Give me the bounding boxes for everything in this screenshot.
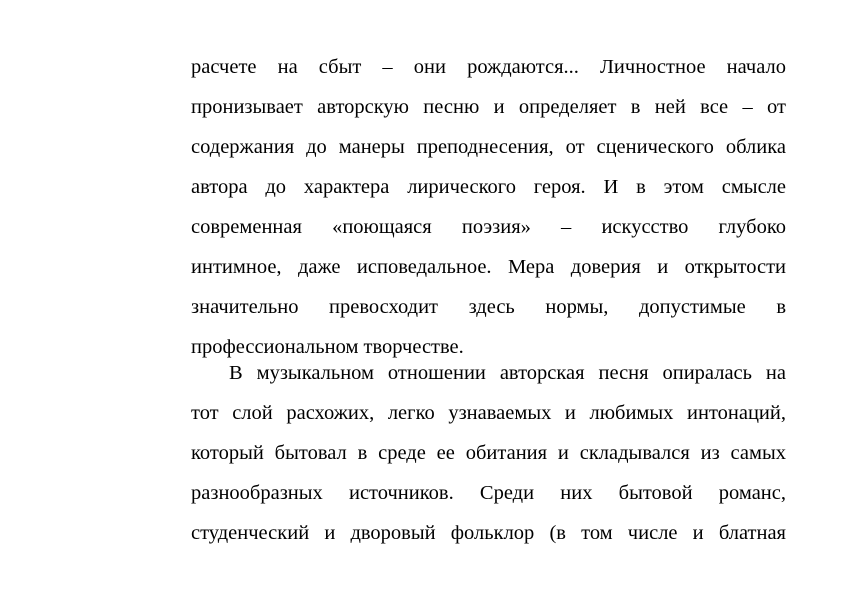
text-line: тот слой расхожих, легко узнаваемых и любимых интонаций, [191, 402, 786, 424]
paragraph-first-line: В музыкальном отношении авторская песня опиралась на [229, 362, 786, 384]
paragraph-end-line: профессиональном творчестве. [191, 336, 464, 358]
text-line: расчете на сбыт – они рождаются... Личностное начало [191, 56, 786, 78]
text-line: разнообразных источников. Среди них бытовой романс, [191, 482, 786, 504]
text-line: студенческий и дворовый фольклор (в том числе и блатная [191, 522, 786, 544]
text-line: содержания до манеры преподнесения, от сценического облика [191, 136, 786, 158]
text-line: значительно превосходит здесь нормы, допустимые в [191, 296, 786, 318]
text-line: который бытовал в среде ее обитания и складывался из самых [191, 442, 786, 464]
text-line: автора до характера лирического героя. И в этом смысле [191, 176, 786, 198]
text-line: пронизывает авторскую песню и определяет в ней все – от [191, 96, 786, 118]
body-text [191, 52, 786, 558]
text-line: интимное, даже исповедальное. Мера доверия и открытости [191, 256, 786, 278]
text-line: современная «поющаяся поэзия» – искусство глубоко [191, 216, 786, 238]
